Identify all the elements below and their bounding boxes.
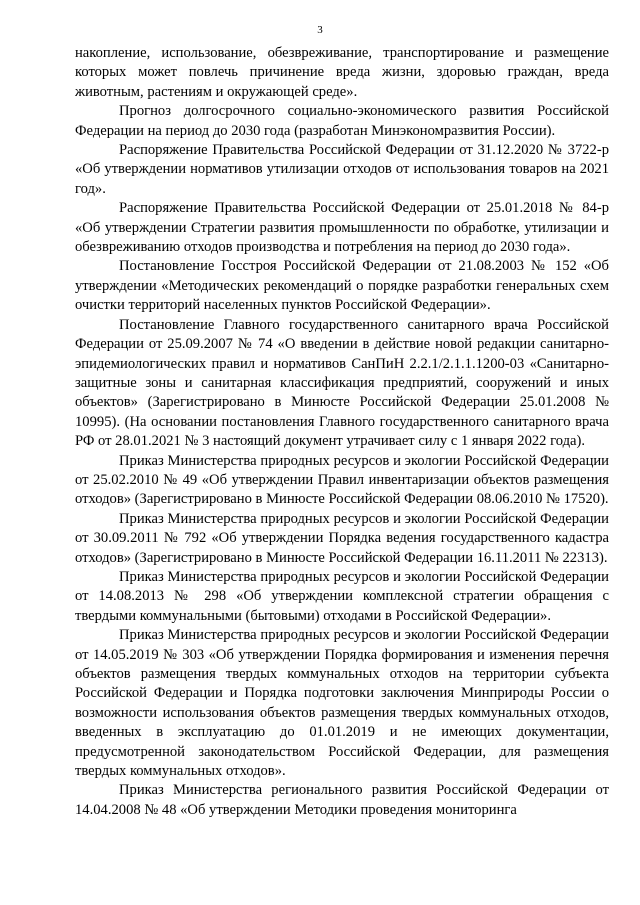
paragraph-minprirody-298: Приказ Министерства природных ресурсов и экологии Российской Федерации от 14.08.2013 № 298 «Об утверждении комплексной стратегии обращения с твердыми коммунальными (бытовыми) отходами в Российской Федерации». [75, 568, 609, 624]
paragraph-minprirody-792: Приказ Министерства природных ресурсов и экологии Российской Федерации от 30.09.2011 № 792 «Об утверждении Порядка ведения государственного кадастра отходов» (Зарегистрировано в Минюсте Российской Федерации 16.11.2011 № 22313). [75, 510, 609, 566]
paragraph-sanitary-74: Постановление Главного государственного санитарного врача Российской Федерации от 25.09.2007 № 74 «О введении в действие новой редакции санитарно-эпидемиологических правил и нормативов СанПиН 2.2.1/2.1.1.1200-03 «Санитарно-защитные зоны и санитарная классификация предприятий, сооружений и иных объектов» (Зарегистрировано в Минюсте Российской Федерации 25.01.2008 № 10995). (На основании постановления Главного государственного санитарного врача РФ от 28.01.2021 № 3 настоящий документ утрачивает силу с 1 января 2022 года). [75, 316, 609, 450]
paragraph-minregion-48: Приказ Министерства регионального развития Российской Федерации от 14.04.2008 № 48 «Об утверждении Методики проведения мониторинга [75, 782, 609, 818]
document-body [75, 44, 609, 820]
paragraph-continuation: накопление, использование, обезвреживание, транспортирование и размещение которых может повлечь причинение вреда жизни, здоровью граждан, вреда животным, растениям и окружающей среде». [75, 45, 609, 100]
page-number: 3 [317, 24, 323, 36]
paragraph-gosstroy-152: Постановление Госстроя Российской Федерации от 21.08.2003 № 152 «Об утверждении «Методических рекомендаций о порядке разработки генеральных схем очистки территорий населенных пунктов Российской Федерации». [75, 258, 609, 314]
paragraph-minprirody-49: Приказ Министерства природных ресурсов и экологии Российской Федерации от 25.02.2010 № 49 «Об утверждении Правил инвентаризации объектов размещения отходов» (Зарегистрировано в Минюсте Российской Федерации 08.06.2010 № 17520). [75, 452, 609, 508]
paragraph-minprirody-303: Приказ Министерства природных ресурсов и экологии Российской Федерации от 14.05.2019 № 303 «Об утверждении Порядка формирования и изменения перечня объектов размещения твердых коммунальных отходов на территории субъекта Российской Федерации и Порядка подготовки заключения Минприроды России о возможности использования объектов размещения твердых коммунальных отходов, введенных в эксплуатацию до 01.01.2019 и не имеющих документации, предусмотренной законодательством Российской Федерации, для размещения твердых коммунальных отходов». [75, 627, 609, 780]
paragraph-forecast: Прогноз долгосрочного социально-экономического развития Российской Федерации на период до 2030 года (разработан Минэкономразвития России). [75, 103, 609, 139]
paragraph-order-84: Распоряжение Правительства Российской Федерации от 25.01.2018 № 84-р «Об утверждении Стратегии развития промышленности по обработке, утилизации и обезвреживанию отходов производства и потребления на период до 2030 года». [75, 200, 609, 256]
paragraph-order-3722: Распоряжение Правительства Российской Федерации от 31.12.2020 № 3722-р «Об утверждении нормативов утилизации отходов от использования товаров на 2021 год». [75, 142, 609, 197]
